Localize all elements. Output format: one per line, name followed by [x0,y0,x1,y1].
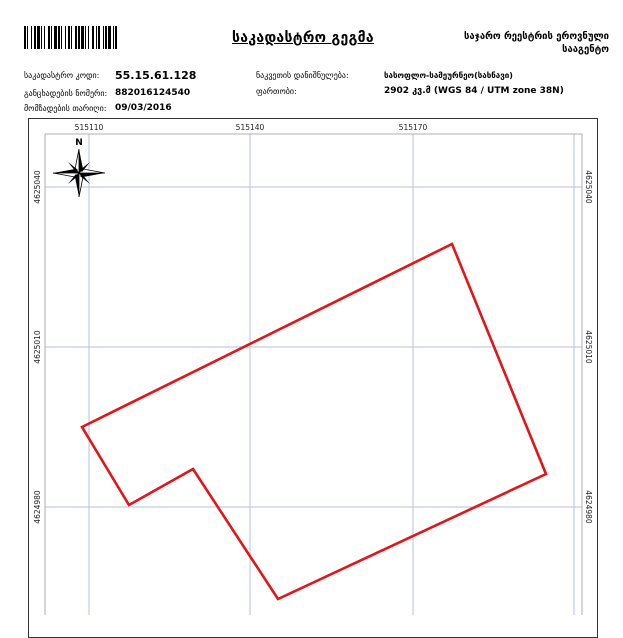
x-tick-label: 515170 [398,123,428,132]
y-tick-label-right: 4624980 [584,490,593,524]
preparation-date-label: მომზადების თარიღი: [24,104,107,113]
y-tick-label-left: 4624980 [33,490,42,524]
page-title: საკადასტრო გეგმა [232,30,374,46]
preparation-date-value: 09/03/2016 [115,103,172,113]
application-number-label: განცხადების ნომერი: [24,89,108,98]
north-label: N [75,138,83,148]
y-tick-label-right: 4625040 [584,170,593,204]
agency-name-line-1: საჯარო რეესტრის ეროვნული [464,31,609,42]
land-purpose-label: ნაკვეთის დანიშნულება: [256,71,349,80]
application-number-value: 882016124540 [115,88,191,98]
x-tick-label: 515140 [235,123,265,132]
area-value: 2902 კვ.მ (WGS 84 / UTM zone 38N) [384,86,564,96]
y-tick-label-left: 4625010 [33,330,42,364]
cadastral-code-value: 55.15.61.128 [115,69,197,82]
y-tick-label-right: 4625010 [584,330,593,364]
land-purpose-value: სასოფლო-სამეურნეო(სახნავი) [384,71,513,80]
cadastral-code-label: საკადასტრო კოდი: [24,71,100,80]
agency-name-line-2: სააგენტო [562,44,609,55]
x-tick-label: 515110 [74,123,104,132]
parcel-boundary [82,244,546,599]
compass-rose-icon [53,149,105,197]
y-tick-label-left: 4625040 [33,170,42,204]
area-label: ფართობი: [256,87,297,96]
